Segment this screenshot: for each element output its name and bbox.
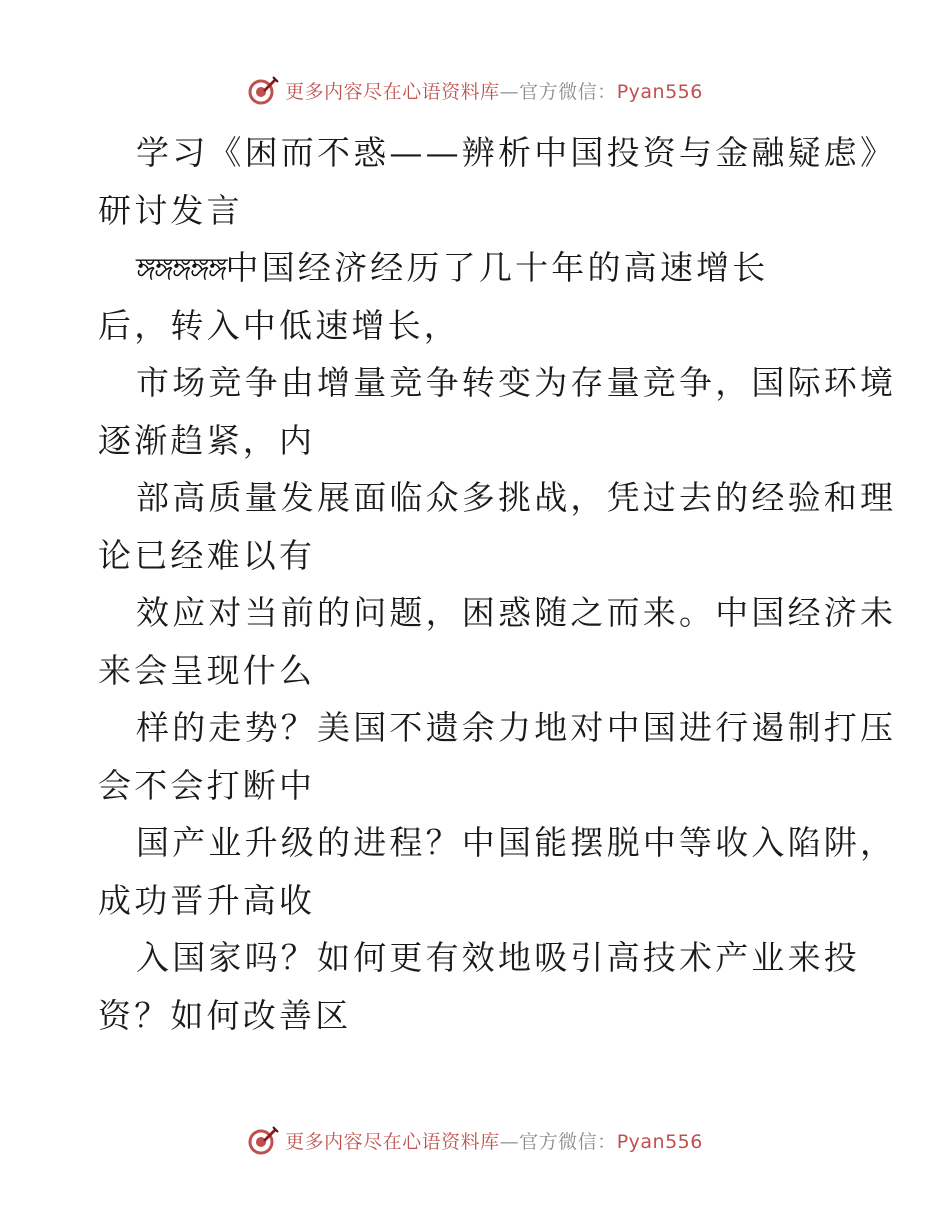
paragraph-1-line-1-text: 中国经济经历了几十年的高速增长 — [225, 248, 769, 287]
header-banner-wechat-label: 官方微信： — [519, 80, 617, 103]
pen-logo-icon — [247, 1124, 279, 1156]
paragraph-1-line-1 — [98, 239, 858, 297]
header-banner — [0, 70, 950, 110]
paragraph-7-line-2: 资？如何改善区 — [98, 995, 352, 1035]
footer-banner-text — [285, 1127, 703, 1154]
header-banner-wechat-id: Pyan556 — [616, 80, 703, 103]
paragraph-4-line-2: 来会呈现什么 — [98, 650, 316, 690]
paragraph-3-line-2: 论已经难以有 — [98, 535, 316, 575]
paragraph-4-line-1: 效应对当前的问题，困惑随之而来。中国经济未 — [136, 593, 897, 632]
footer-banner-wechat-label: 官方微信： — [519, 1130, 617, 1153]
paragraph-7-line-1: 入国家吗？如何更有效地吸引高技术产业来投 — [136, 938, 860, 977]
header-banner-separator: — — [499, 80, 520, 103]
footer-banner-wechat-id: Pyan556 — [616, 1130, 703, 1153]
footer-banner-main: 更多内容尽在心语资料库 — [285, 1130, 500, 1153]
paragraph-2-line-1: 市场竞争由增量竞争转变为存量竞争，国际环境 — [136, 363, 897, 402]
paragraph-6-line-2: 成功晋升高收 — [98, 880, 316, 920]
paragraph-5-line-1: 样的走势？美国不遗余力地对中国进行遏制打压 — [136, 708, 897, 747]
paragraph-1-line-2: 后，转入中低速增长， — [98, 305, 460, 345]
header-banner-text — [285, 77, 703, 104]
document-title-line-1: 学习《困而不惑——辨析中国投资与金融疑虑》 — [136, 133, 897, 172]
paragraph-2-line-2: 逐渐趋紧，内 — [98, 420, 316, 460]
paragraph-5-line-2: 会不会打断中 — [98, 765, 316, 805]
pen-logo-icon — [247, 74, 279, 106]
paragraph-6-line-1: 国产业升级的进程？中国能摆脱中等收入陷阱， — [136, 823, 897, 862]
document-body — [98, 124, 897, 1044]
document-title-line-2: 研讨发言 — [98, 190, 243, 230]
header-banner-main: 更多内容尽在心语资料库 — [285, 80, 500, 103]
footer-banner-separator: — — [499, 1130, 520, 1153]
footer-banner — [0, 1120, 950, 1160]
swirl-ornament-icon: ঙ্গঙ্গঙ্গঙ্গঙ্গ — [136, 252, 226, 287]
paragraph-3-line-1: 部高质量发展面临众多挑战，凭过去的经验和理 — [136, 478, 897, 517]
